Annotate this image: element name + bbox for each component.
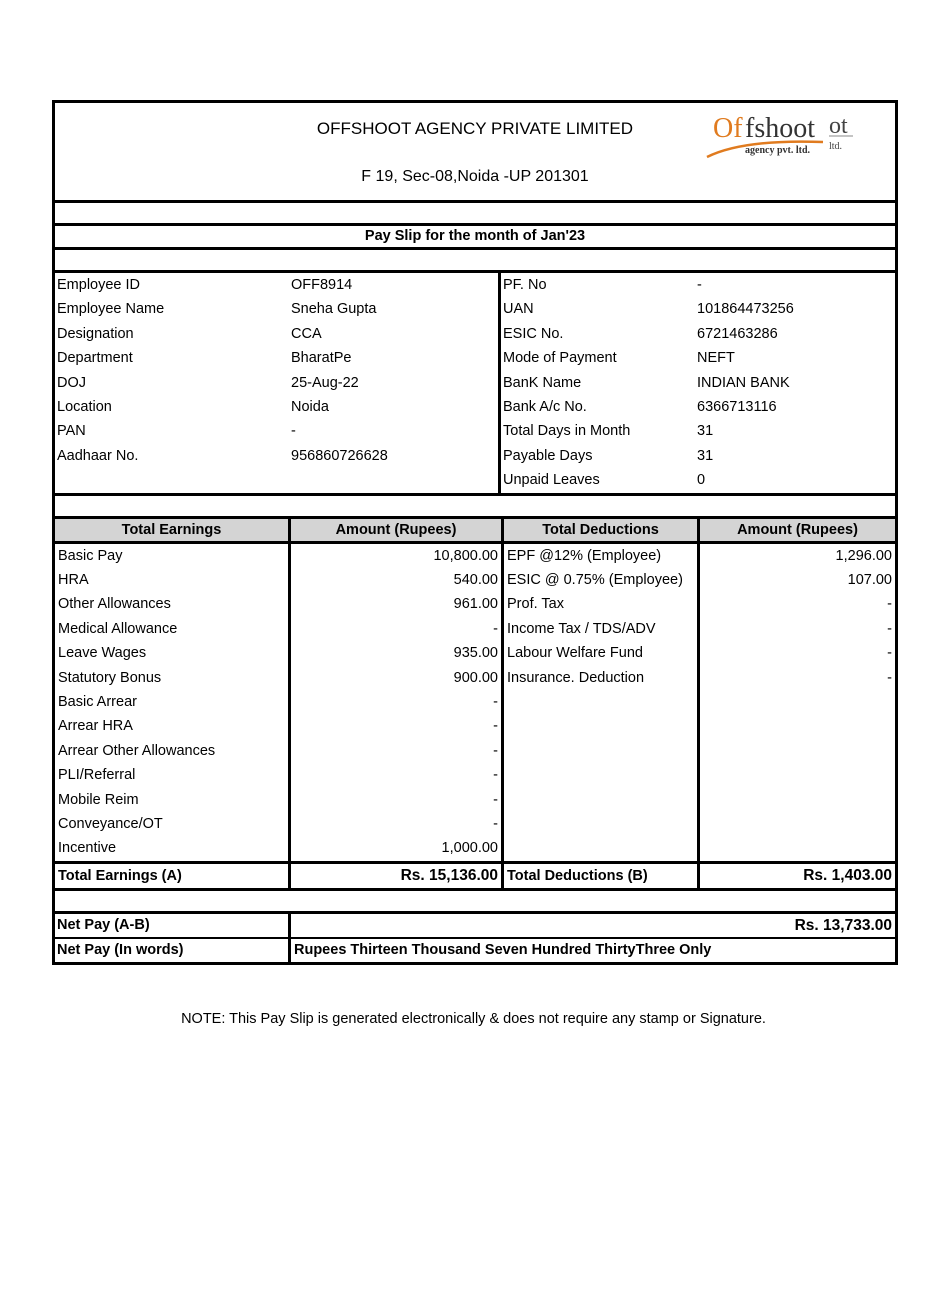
- deduction-label: ESIC @ 0.75% (Employee): [503, 568, 699, 592]
- earning-label: Incentive: [55, 836, 290, 862]
- info-label: Employee Name: [57, 301, 165, 318]
- info-row: [501, 395, 895, 419]
- table-row: [55, 641, 895, 665]
- employee-info-left: [55, 273, 501, 493]
- earning-amount: 540.00: [290, 568, 503, 592]
- info-value: 25-Aug-22: [291, 374, 359, 391]
- info-row: [55, 419, 498, 443]
- info-row: [55, 322, 498, 346]
- header-earnings-amount: Amount (Rupees): [290, 519, 503, 543]
- info-value: NEFT: [697, 350, 735, 367]
- earning-label: Arrear HRA: [55, 714, 290, 738]
- info-value: INDIAN BANK: [697, 374, 790, 391]
- total-earnings-value: Rs. 15,136.00: [290, 862, 503, 889]
- table-row: [55, 665, 895, 689]
- company-logo-icon: [703, 109, 863, 161]
- deduction-amount: 1,296.00: [835, 547, 892, 564]
- info-value: -: [697, 277, 702, 293]
- info-label: BanK Name: [503, 374, 582, 391]
- spacer-row: [55, 891, 895, 914]
- svg-text:ltd.: ltd.: [829, 141, 843, 152]
- deduction-amount: -: [887, 669, 892, 686]
- info-row: [55, 297, 498, 321]
- deduction-amount: -: [887, 645, 892, 662]
- earning-label: Mobile Reim: [55, 787, 290, 811]
- info-value: OFF8914: [291, 277, 353, 293]
- info-value: 0: [697, 472, 706, 489]
- deduction-amount: [699, 836, 896, 862]
- deduction-label: [503, 787, 699, 811]
- info-row: [501, 468, 895, 492]
- info-value: CCA: [291, 325, 322, 342]
- deduction-label: [503, 690, 699, 714]
- deduction-label: [503, 714, 699, 738]
- earning-amount: -: [290, 690, 503, 714]
- total-deductions-value: Rs. 1,403.00: [699, 862, 896, 889]
- info-label: PF. No: [503, 277, 547, 293]
- deduction-amount: -: [887, 620, 892, 637]
- totals-row: [55, 862, 895, 889]
- info-label: ESIC No.: [503, 325, 564, 342]
- earning-label: Basic Arrear: [55, 690, 290, 714]
- net-pay-label: Net Pay (A-B): [55, 914, 291, 937]
- deduction-label: Income Tax / TDS/ADV: [503, 617, 699, 641]
- info-value: 101864473256: [697, 301, 794, 318]
- info-label: Mode of Payment: [503, 350, 617, 367]
- earning-amount: 1,000.00: [290, 836, 503, 862]
- table-row: [55, 617, 895, 641]
- company-address: F 19, Sec-08,Noida -UP 201301: [361, 168, 589, 185]
- info-label: Aadhaar No.: [57, 447, 139, 464]
- table-row: [55, 592, 895, 616]
- earning-amount: -: [290, 617, 503, 641]
- header-deductions-amount: Amount (Rupees): [699, 519, 896, 543]
- spacer-row: [55, 496, 895, 519]
- deduction-label: EPF @12% (Employee): [503, 542, 699, 568]
- info-label: Location: [57, 398, 112, 415]
- table-row: [55, 763, 895, 787]
- deduction-amount: [699, 763, 896, 787]
- info-row: [501, 322, 895, 346]
- info-label: Department: [57, 350, 133, 367]
- info-row: [55, 371, 498, 395]
- footer-note: NOTE: This Pay Slip is generated electronically & does not require any stamp or Signature.: [181, 1011, 766, 1027]
- info-label: Employee ID: [57, 277, 141, 293]
- info-value: 6366713116: [697, 398, 777, 415]
- total-earnings-label: Total Earnings (A): [55, 862, 290, 889]
- logo-main-text-2: fshoot: [745, 113, 815, 144]
- earning-label: Other Allowances: [55, 592, 290, 616]
- earning-amount: -: [290, 739, 503, 763]
- table-row: [55, 787, 895, 811]
- net-pay-words-value: Rupees Thirteen Thousand Seven Hundred ThirtyThree Only: [294, 941, 712, 958]
- table-header-row: [55, 519, 895, 543]
- earning-label: HRA: [55, 568, 290, 592]
- deduction-label: [503, 836, 699, 862]
- deduction-label: [503, 739, 699, 763]
- info-value: Sneha Gupta: [291, 301, 377, 318]
- company-header: [55, 103, 895, 203]
- deduction-amount: [699, 690, 896, 714]
- employee-info-right: [501, 273, 895, 493]
- info-value: Noida: [291, 398, 329, 415]
- info-label: Unpaid Leaves: [503, 472, 600, 489]
- deduction-label: Prof. Tax: [503, 592, 699, 616]
- info-label: Bank A/c No.: [503, 398, 587, 415]
- earning-label: Arrear Other Allowances: [55, 739, 290, 763]
- deduction-amount: 107.00: [847, 572, 892, 589]
- deduction-amount: -: [887, 596, 892, 613]
- table-row: [55, 739, 895, 763]
- table-row: [55, 714, 895, 738]
- info-value: 31: [697, 447, 714, 464]
- net-pay-row: [55, 914, 895, 939]
- info-row: [501, 419, 895, 443]
- header-total-earnings: Total Earnings: [55, 519, 290, 543]
- info-row: [501, 444, 895, 468]
- info-row: [501, 346, 895, 370]
- earning-amount: 935.00: [290, 641, 503, 665]
- table-row: [55, 542, 895, 568]
- info-label: DOJ: [57, 374, 86, 391]
- earning-label: Leave Wages: [55, 641, 290, 665]
- earning-label: Medical Allowance: [55, 617, 290, 641]
- earning-amount: 961.00: [290, 592, 503, 616]
- info-label: Total Days in Month: [503, 423, 631, 440]
- info-value: 31: [697, 423, 714, 440]
- info-label: PAN: [57, 423, 86, 440]
- logo-suffix-text: ot: [829, 113, 848, 139]
- table-row: [55, 568, 895, 592]
- info-label: Designation: [57, 325, 134, 342]
- net-pay-words-row: [55, 939, 895, 962]
- earning-label: Conveyance/OT: [55, 812, 290, 836]
- info-row: [501, 371, 895, 395]
- earning-amount: -: [290, 787, 503, 811]
- net-pay-words-label: Net Pay (In words): [55, 939, 291, 962]
- info-label: Payable Days: [503, 447, 593, 464]
- earning-label: Basic Pay: [55, 542, 290, 568]
- deduction-label: Labour Welfare Fund: [503, 641, 699, 665]
- deduction-amount: [699, 812, 896, 836]
- spacer-row: [55, 250, 895, 273]
- deduction-amount: [699, 739, 896, 763]
- table-row: [55, 812, 895, 836]
- info-value: -: [291, 423, 296, 440]
- spacer-row: [55, 203, 895, 226]
- logo-tagline: agency pvt. ltd.: [745, 145, 810, 156]
- info-value: BharatPe: [291, 350, 352, 367]
- logo-main-text: Of: [713, 113, 743, 144]
- table-row: [55, 836, 895, 862]
- payslip-title: Pay Slip for the month of Jan'23: [55, 226, 895, 250]
- deduction-amount: [699, 714, 896, 738]
- info-row: [501, 273, 895, 297]
- info-label: UAN: [503, 301, 534, 318]
- info-row: [501, 297, 895, 321]
- info-row: [55, 273, 498, 297]
- earning-amount: 900.00: [290, 665, 503, 689]
- deduction-label: [503, 812, 699, 836]
- total-deductions-label: Total Deductions (B): [503, 862, 699, 889]
- header-total-deductions: Total Deductions: [503, 519, 699, 543]
- info-value: 956860726628: [291, 447, 388, 464]
- table-row: [55, 690, 895, 714]
- deduction-label: Insurance. Deduction: [503, 665, 699, 689]
- earning-amount: -: [290, 714, 503, 738]
- company-name: OFFSHOOT AGENCY PRIVATE LIMITED: [316, 119, 634, 138]
- info-row: [55, 395, 498, 419]
- info-row: [55, 346, 498, 370]
- employee-info: [55, 273, 895, 496]
- earning-amount: 10,800.00: [290, 542, 503, 568]
- earning-amount: -: [290, 812, 503, 836]
- info-value: 6721463286: [697, 325, 778, 342]
- info-row: [55, 444, 498, 468]
- earnings-deductions-table: [55, 519, 895, 891]
- deduction-amount: [699, 787, 896, 811]
- pay-slip: [52, 100, 898, 965]
- net-pay-value: Rs. 13,733.00: [794, 916, 892, 934]
- earning-label: Statutory Bonus: [55, 665, 290, 689]
- earning-label: PLI/Referral: [55, 763, 290, 787]
- earning-amount: -: [290, 763, 503, 787]
- deduction-label: [503, 763, 699, 787]
